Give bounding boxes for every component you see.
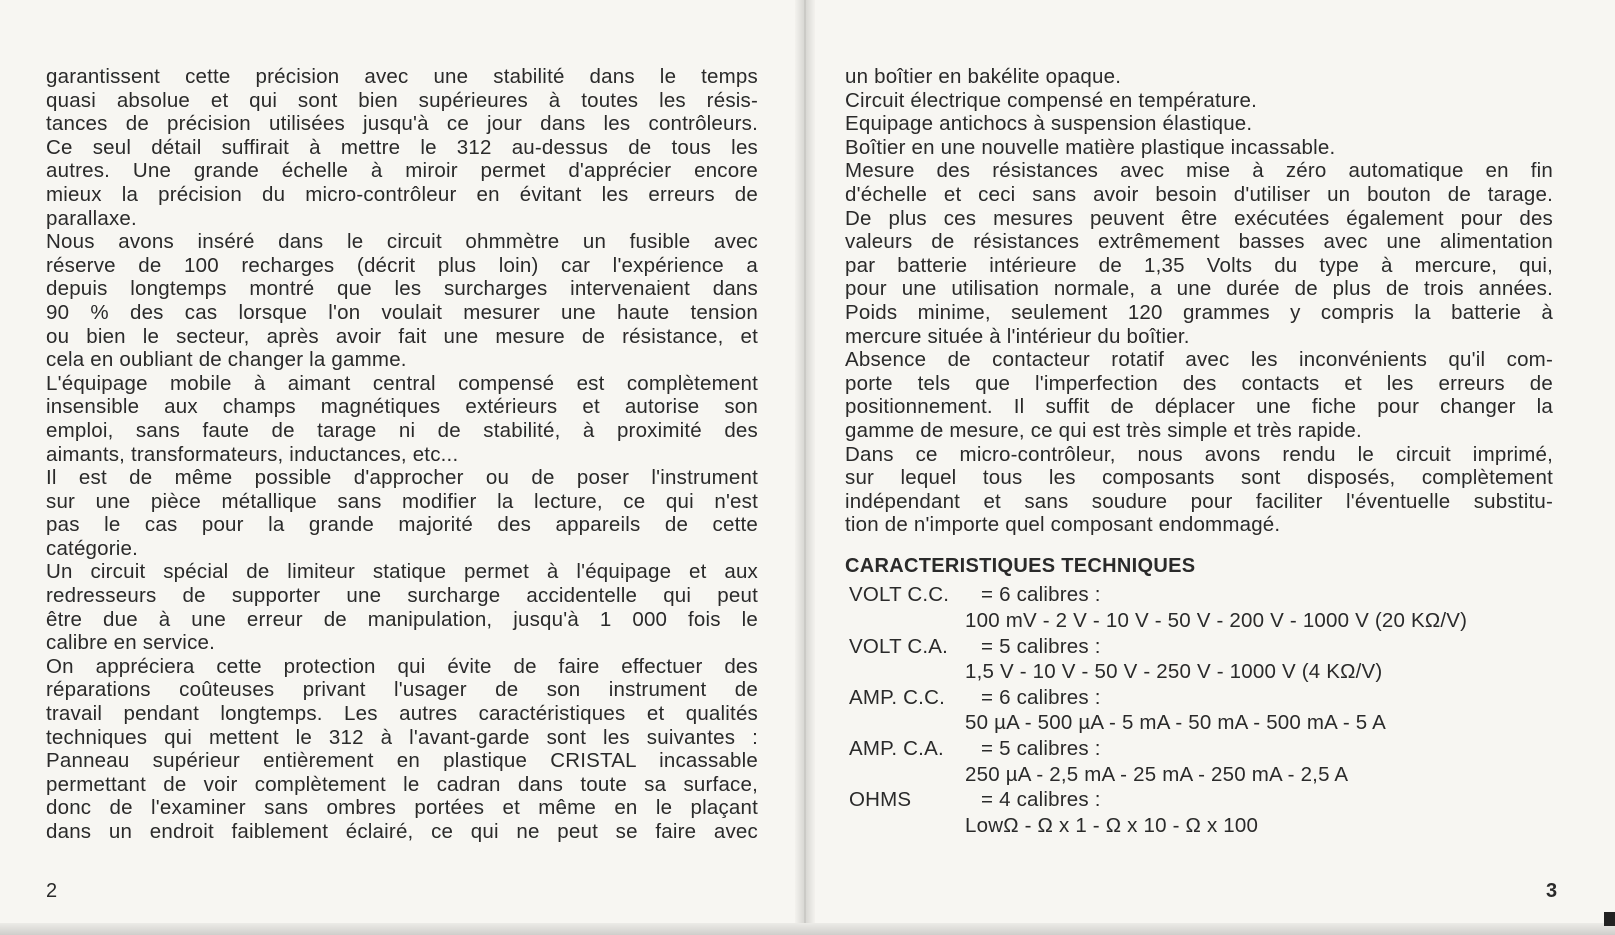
text-line: travail pendant longtemps. Les autres caractéristiques et qualités — [46, 702, 758, 726]
spec-count: = 4 calibres : — [981, 788, 1101, 812]
text-line: mieux la précision du micro-contrôleur en évitant les erreurs de — [46, 182, 758, 206]
text-line: quasi absolue et qui sont bien supérieures à toutes les résis- — [46, 88, 758, 112]
spec-values: 50 µA - 500 µA - 5 mA - 50 mA - 500 mA - 5 A — [965, 711, 1386, 735]
text-line: positionnement. Il suffit de déplacer une fiche pour changer la — [845, 395, 1553, 419]
spec-row — [845, 787, 1553, 813]
text-line: Mesure des résistances avec mise à zéro automatique en fin — [845, 159, 1553, 183]
spec-values: LowΩ - Ω x 1 - Ω x 10 - Ω x 100 — [965, 813, 1259, 837]
text-line: porte tels que l'imperfection des contacts et les erreurs de — [845, 371, 1553, 395]
text-line: autres. Une grande échelle à miroir permet d'apprécier encore — [46, 159, 758, 183]
spec-list — [845, 582, 1553, 838]
text-line: mercure située à l'intérieur du boîtier. — [845, 324, 1190, 348]
spec-row — [845, 582, 1553, 608]
text-line: réparations coûteuses privant l'usager de son instrument de — [46, 678, 758, 702]
text-line: parallaxe. — [46, 206, 137, 230]
text-line: ou bien le secteur, après avoir fait une mesure de résistance, et — [46, 324, 758, 348]
text-line: Absence de contacteur rotatif avec les inconvénients qu'il com- — [845, 348, 1553, 372]
page-bottom-edge — [0, 923, 1615, 935]
text-line: On appréciera cette protection qui évite de faire effectuer des — [46, 654, 758, 678]
text-line: réserve de 100 recharges (décrit plus loin) car l'expérience a — [46, 253, 758, 277]
text-line: gamme de mesure, ce qui est très simple et très rapide. — [845, 418, 1362, 442]
page-number-left: 2 — [46, 880, 58, 902]
text-line: catégorie. — [46, 536, 139, 560]
spec-label: AMP. C.A. — [849, 737, 944, 761]
text-line: donc de l'examiner sans ombres portées et même en le plaçant — [46, 796, 758, 820]
text-line: calibre en service. — [46, 631, 216, 655]
spec-values: 1,5 V - 10 V - 50 V - 250 V - 1000 V (4 KΩ/V) — [965, 660, 1383, 684]
spec-label: VOLT C.C. — [849, 583, 950, 607]
book-gutter — [795, 0, 815, 935]
spec-label: AMP. C.C. — [849, 685, 945, 709]
spec-count: = 5 calibres : — [981, 634, 1101, 658]
text-line: Poids minime, seulement 120 grammes y compris la batterie à — [845, 300, 1553, 324]
text-line: par batterie intérieure de 1,35 Volts du type à mercure, qui, — [845, 253, 1553, 277]
text-line: L'équipage mobile à aimant central compensé est complètement — [46, 371, 758, 395]
text-line: Circuit électrique compensé en température. — [845, 88, 1257, 112]
text-line: sur lequel tous les composants sont disposés, complètement — [845, 466, 1553, 490]
spec-count: = 5 calibres : — [981, 737, 1101, 761]
spec-values: 100 mV - 2 V - 10 V - 50 V - 200 V - 1000 V (20 KΩ/V) — [965, 609, 1468, 633]
text-line: Un circuit spécial de limiteur statique permet à l'équipage et aux — [46, 560, 758, 584]
text-line: tances de précision utilisées jusqu'à ce jour dans les contrôleurs. — [46, 112, 758, 136]
text-line: pas le cas pour la grande majorité des appareils de cette — [46, 513, 758, 537]
spec-row — [845, 736, 1553, 762]
text-line: depuis longtemps montré que les surcharges intervenaient dans — [46, 277, 758, 301]
text-line: Il est de même possible d'approcher ou de poser l'instrument — [46, 466, 758, 490]
spec-count: = 6 calibres : — [981, 685, 1101, 709]
text-line: valeurs de résistances extrêmement basses avec une alimentation — [845, 230, 1553, 254]
text-line: cela en oubliant de changer la gamme. — [46, 348, 407, 372]
text-line: permettant de voir complètement le cadran dans toute sa surface, — [46, 772, 758, 796]
text-line: aimants, transformateurs, inductances, etc... — [46, 442, 459, 466]
spec-count: = 6 calibres : — [981, 583, 1101, 607]
text-line: De plus ces mesures peuvent être exécutées également pour des — [845, 206, 1553, 230]
text-line: Boîtier en une nouvelle matière plastique incassable. — [845, 135, 1336, 159]
text-line: techniques qui mettent le 312 à l'avant-garde sont les suivantes : — [46, 725, 758, 749]
text-line: Nous avons inséré dans le circuit ohmmètre un fusible avec — [46, 230, 758, 254]
text-line: 90 % des cas lorsque l'on voulait mesurer une haute tension — [46, 300, 758, 324]
text-line: Ce seul détail suffirait à mettre le 312 au-dessus de tous les — [46, 135, 758, 159]
text-line: emploi, sans faute de tarage ni de stabilité, à proximité des — [46, 418, 758, 442]
left-page-text — [46, 65, 758, 844]
section-heading: CARACTERISTIQUES TECHNIQUES — [845, 554, 1196, 577]
text-line: dans un endroit faiblement éclairé, ce qui ne peut se faire avec — [46, 820, 758, 843]
spec-label: VOLT C.A. — [849, 634, 949, 658]
text-line: un boîtier en bakélite opaque. — [845, 65, 1122, 88]
spec-label: OHMS — [849, 788, 912, 812]
text-line: Panneau supérieur entièrement en plastique CRISTAL incassable — [46, 749, 758, 773]
text-line: Equipage antichocs à suspension élastique. — [845, 112, 1253, 136]
text-line: indépendant et sans soudure pour faciliter l'éventuelle substitu- — [845, 489, 1553, 513]
text-line: d'échelle et ceci sans avoir besoin d'utiliser un bouton de tarage. — [845, 182, 1553, 206]
text-line: insensible aux champs magnétiques extérieurs et autorise son — [46, 395, 758, 419]
right-page-text — [845, 65, 1553, 838]
text-line: garantissent cette précision avec une stabilité dans le temps — [46, 65, 758, 88]
spec-row — [845, 685, 1553, 711]
page-number-right: 3 — [1546, 880, 1558, 902]
text-line: sur une pièce métallique sans modifier la lecture, ce qui n'est — [46, 489, 758, 513]
text-line: redresseurs de supporter une surcharge accidentelle qui peut — [46, 584, 758, 608]
text-line: tion de n'importe quel composant endommagé. — [845, 513, 1281, 537]
text-line: pour une utilisation normale, a une durée de plus de trois années. — [845, 277, 1553, 301]
scan-corner-mark — [1604, 912, 1615, 926]
text-line: Dans ce micro-contrôleur, nous avons rendu le circuit imprimé, — [845, 442, 1553, 466]
text-line: être due à une erreur de manipulation, jusqu'à 1 000 fois le — [46, 607, 758, 631]
spec-values: 250 µA - 2,5 mA - 25 mA - 250 mA - 2,5 A — [965, 762, 1349, 786]
spec-row — [845, 634, 1553, 660]
